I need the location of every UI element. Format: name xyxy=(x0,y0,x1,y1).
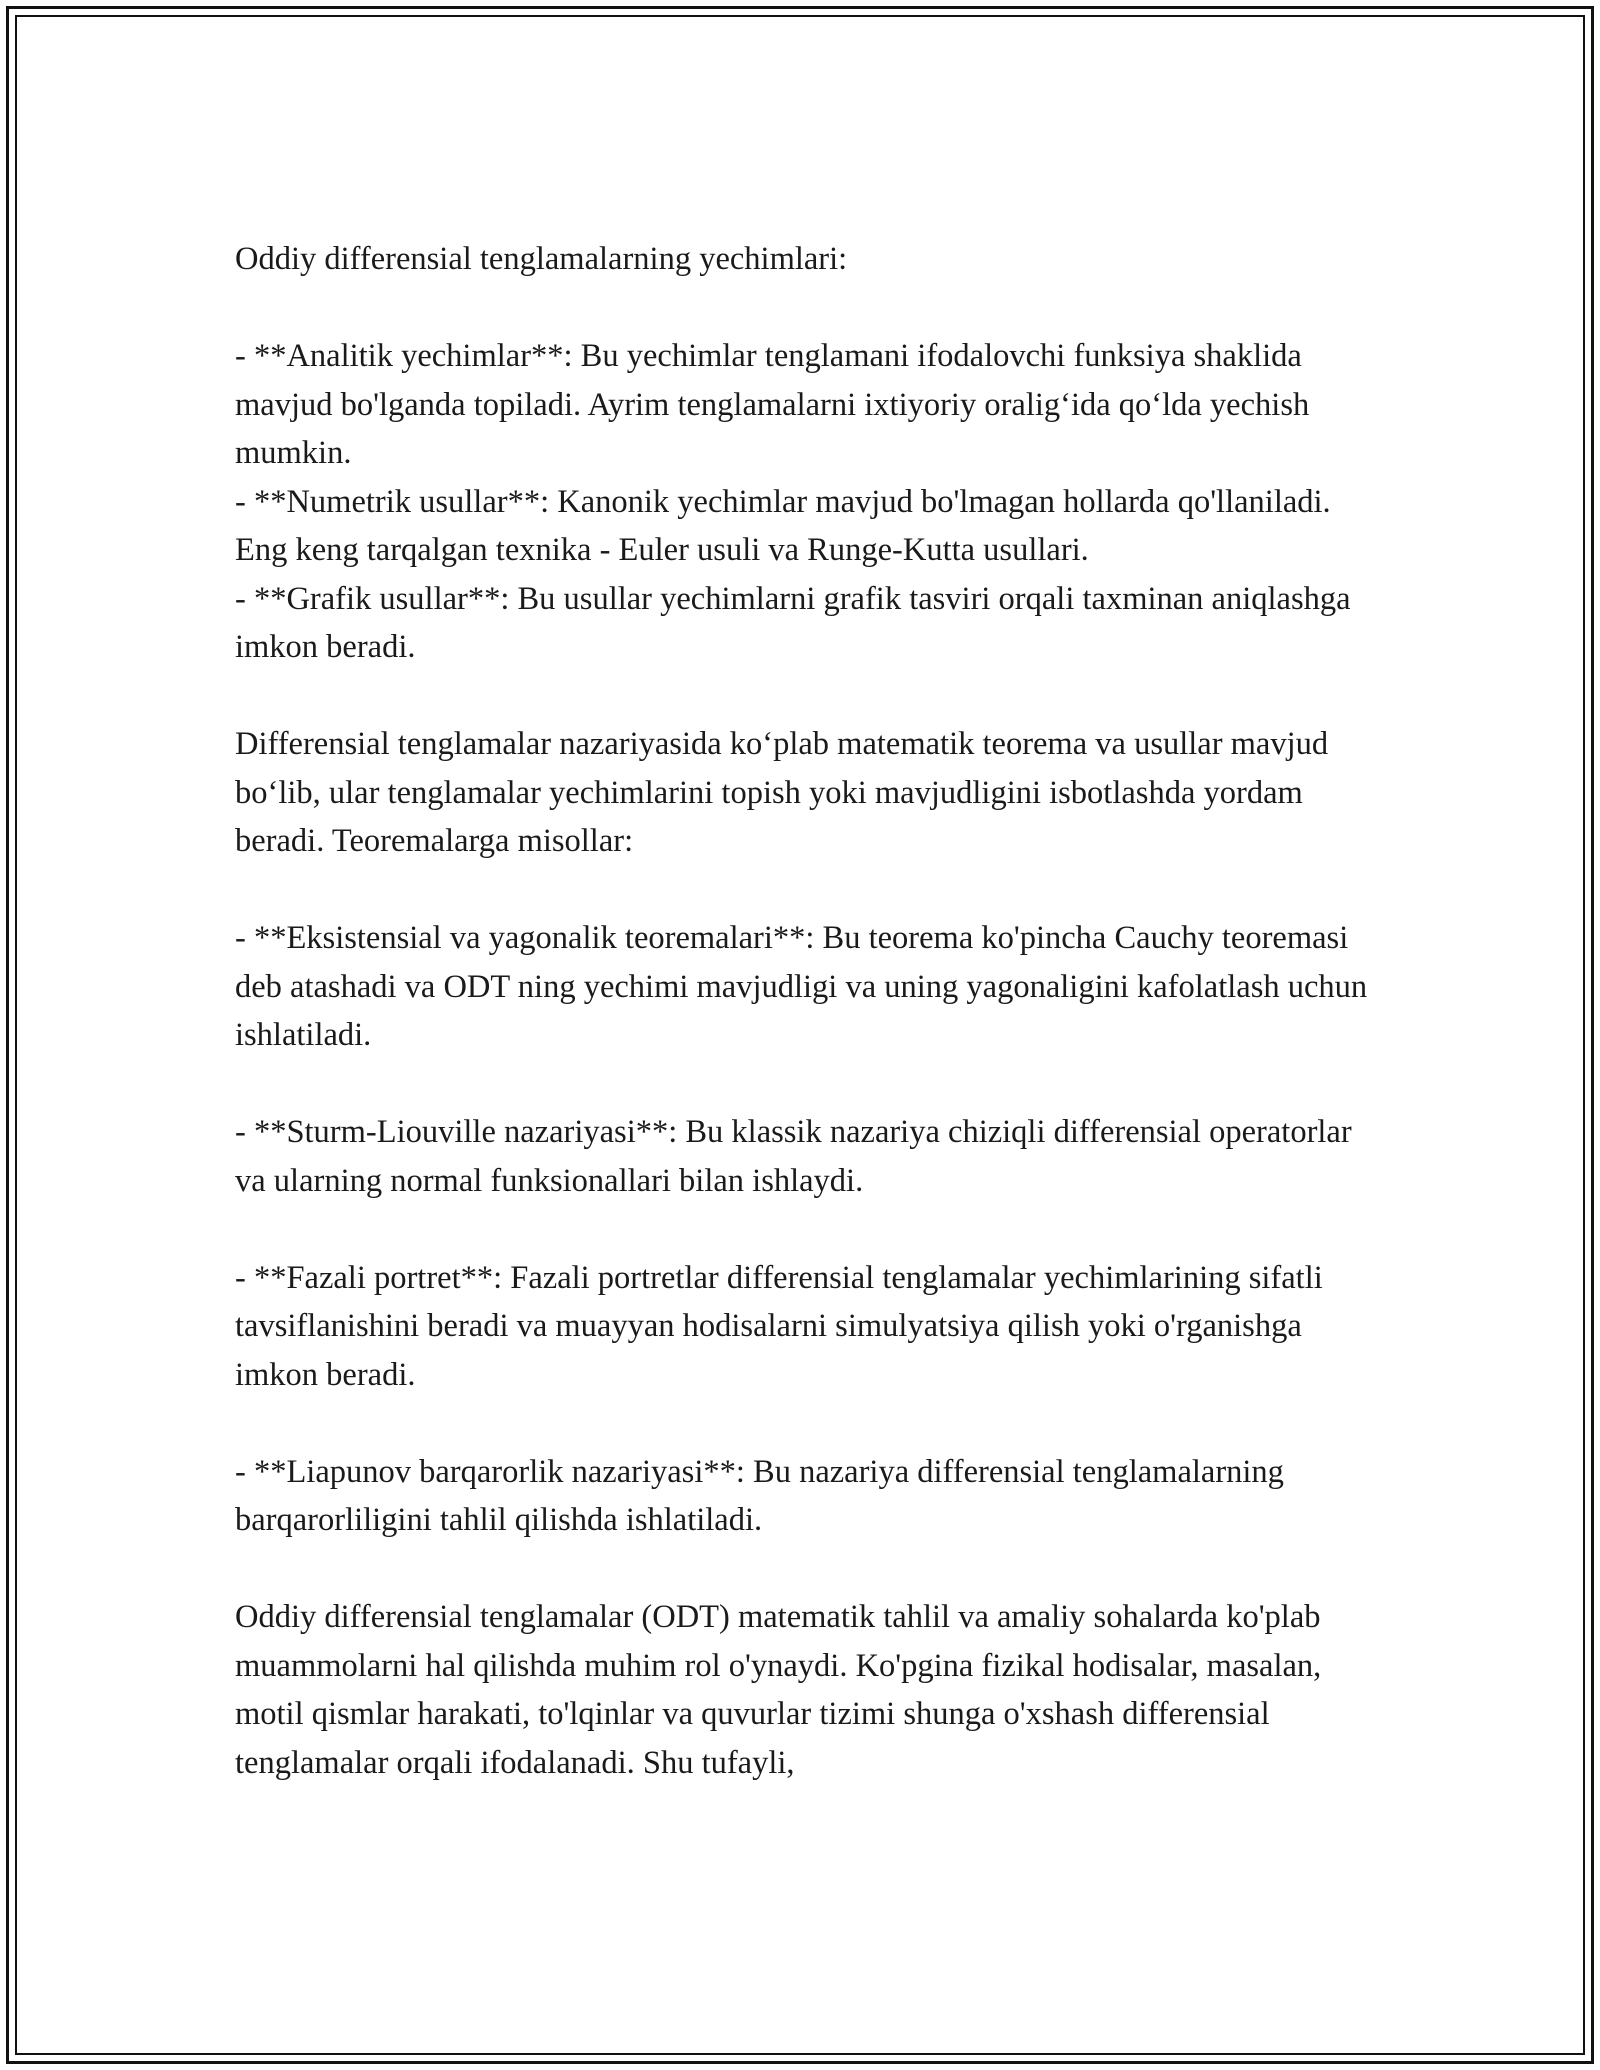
paragraph-gap xyxy=(235,284,1375,333)
heading-paragraph: Oddiy differensial tenglamalarning yechimlari: xyxy=(235,241,848,277)
list-item-lyapunov: - **Liapunov barqarorlik nazariyasi**: Bu nazariya differensial tenglamalarning barqarorliligini tahlil qilishda ishlatiladi. xyxy=(235,1453,1284,1538)
list-item-sturm-liouville: - **Sturm-Liouville nazariyasi**: Bu klassik nazariya chiziqli differensial operatorlar va ularning normal funksionallari bilan ishlaydi. xyxy=(235,1114,1352,1199)
paragraph-gap xyxy=(235,672,1375,721)
closing-paragraph: Oddiy differensial tenglamalar (ODT) matematik tahlil va amaliy sohalarda ko'plab muammolarni hal qilishda muhim rol o'ynaydi. Ko'pgina fizikal hodisalar, masalan, motil qismlar harakati, to'lqinlar va quvurlar tizimi shunga o'xshash differensial tenglamalar orqali ifodalanadi. Shu tufayli, xyxy=(235,1599,1322,1781)
list-item-existence: - **Eksistensial va yagonalik teoremalari**: Bu teorema ko'pincha Cauchy teoremasi deb atashadi va ODT ning yechimi mavjudligi va uning yagonaligini kafolatlash uchun ishlatiladi. xyxy=(235,920,1368,1053)
document-body xyxy=(235,235,1375,1787)
list-item-numeric: - **Numetrik usullar**: Kanonik yechimlar mavjud bo'lmagan hollarda qo'llaniladi. Eng keng tarqalgan texnika - Euler usuli va Runge-Kutta usullari. xyxy=(235,483,1331,568)
list-item-phase-portrait: - **Fazali portret**: Fazali portretlar differensial tenglamalar yechimlarining sifatli tavsiflanishini beradi va muayyan hodisalarni simulyatsiya qilish yoki o'rganishga imkon beradi. xyxy=(235,1259,1323,1393)
list-item-graphic: - **Grafik usullar**: Bu usullar yechimlarni grafik tasviri orqali taxminan aniqlashga imkon beradi. xyxy=(235,580,1351,665)
paragraph-gap xyxy=(235,866,1375,915)
theory-paragraph: Differensial tenglamalar nazariyasida ko‘plab matematik teorema va usullar mavjud bo‘lib, ular tenglamalar yechimlarini topish yoki mavjudligini isbotlashda yordam beradi. Teoremalarga misollar: xyxy=(235,726,1329,859)
list-item-analytic: - **Analitik yechimlar**: Bu yechimlar tenglamani ifodalovchi funksiya shaklida mavjud bo'lganda topiladi. Ayrim tenglamalarni ixtiyoriy oralig‘ida qo‘lda yechish mumkin. xyxy=(235,338,1310,471)
paragraph-gap xyxy=(235,1399,1375,1448)
paragraph-gap xyxy=(235,1545,1375,1594)
paragraph-gap xyxy=(235,1205,1375,1254)
paragraph-gap xyxy=(235,1060,1375,1109)
